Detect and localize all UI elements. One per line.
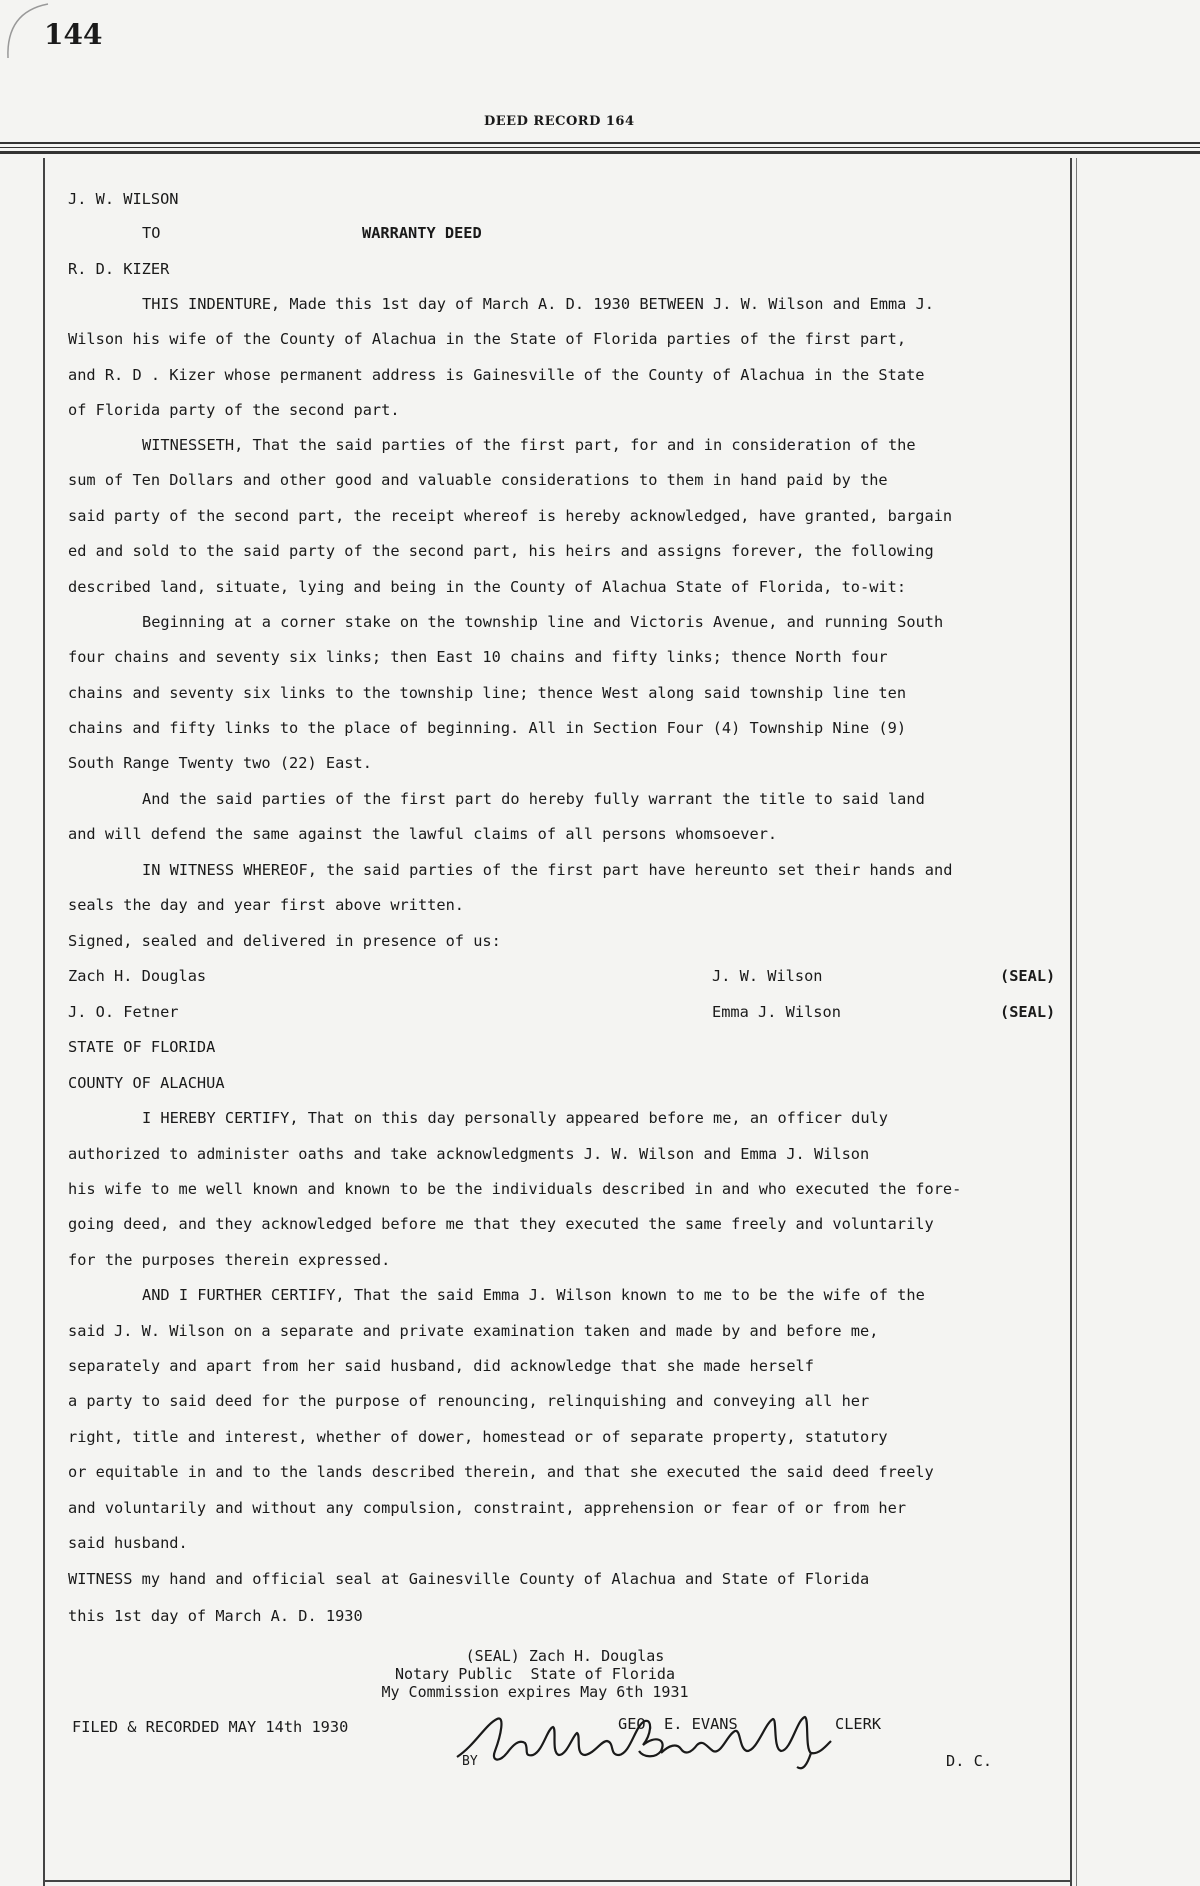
notary-line: (SEAL) Zach H. Douglas (465, 1647, 665, 1665)
body-line: WITNESSETH, That the said parties of the first part, for and in consideration of the (142, 436, 916, 454)
ack-county: COUNTY OF ALACHUA (68, 1074, 225, 1092)
ack-line: a party to said deed for the purpose of renouncing, relinquishing and conveying all her (68, 1392, 870, 1410)
ack-line: authorized to administer oaths and take acknowledgments J. W. Wilson and Emma J. Wilson (68, 1145, 870, 1163)
body-line: ed and sold to the said party of the second part, his heirs and assigns forever, the following (68, 542, 934, 560)
signer-name: Emma J. Wilson (712, 1003, 841, 1021)
by-label: BY (462, 1754, 478, 1769)
frame-bottom-line (43, 1880, 1071, 1882)
body-line: Signed, sealed and delivered in presence of us: (68, 932, 501, 950)
body-line: chains and seventy six links to the township line; thence West along said township line ten (68, 684, 907, 702)
body-line: chains and fifty links to the place of beginning. All in Section Four (4) Township Nine (9) (68, 719, 907, 737)
body-line: four chains and seventy six links; then East 10 chains and fifty links; thence North four (68, 648, 888, 666)
ack-line: said J. W. Wilson on a separate and private examination taken and made by and before me, (68, 1322, 879, 1340)
ack-line: AND I FURTHER CERTIFY, That the said Emma J. Wilson known to me to be the wife of the (142, 1286, 925, 1304)
clerk-name: GEO. E. EVANS (618, 1715, 738, 1733)
header-rule-middle (0, 147, 1200, 148)
body-line: Wilson his wife of the County of Alachua in the State of Florida parties of the first part, (68, 330, 907, 348)
frame-left-line (43, 158, 45, 1886)
ack-line: separately and apart from her said husband, did acknowledge that she made herself (68, 1357, 814, 1375)
body-line: IN WITNESS WHEREOF, the said parties of the first part have hereunto set their hands and (142, 861, 953, 879)
ack-line: his wife to me well known and known to be the individuals described in and who executed the fore- (68, 1180, 962, 1198)
witness-name: J. O. Fetner (68, 1003, 179, 1021)
deed-type: WARRANTY DEED (362, 224, 482, 242)
notary-line: Notary Public State of Florida (395, 1665, 675, 1683)
to-label: TO (142, 224, 161, 242)
filed-recorded: FILED & RECORDED MAY 14th 1930 (72, 1718, 349, 1736)
grantee-name: R. D. KIZER (68, 260, 170, 278)
clerk-title: CLERK (835, 1715, 882, 1733)
body-line: And the said parties of the first part do hereby fully warrant the title to said land (142, 790, 925, 808)
notary-line: My Commission expires May 6th 1931 (381, 1683, 689, 1701)
ack-line: I HEREBY CERTIFY, That on this day personally appeared before me, an officer duly (142, 1109, 888, 1127)
seal-label: (SEAL) (1000, 967, 1056, 985)
page-number: 144 (44, 18, 103, 51)
body-line: sum of Ten Dollars and other good and valuable considerations to them in hand paid by the (68, 471, 888, 489)
body-line: Beginning at a corner stake on the township line and Victoris Avenue, and running South (142, 613, 944, 631)
ack-line: or equitable in and to the lands described therein, and that she executed the said deed freely (68, 1463, 934, 1481)
ack-line: right, title and interest, whether of dower, homestead or of separate property, statutory (68, 1428, 888, 1446)
header-rule-bottom (0, 151, 1200, 154)
grantor-name: J. W. WILSON (68, 190, 179, 208)
deputy-clerk-label: D. C. (946, 1752, 993, 1770)
ack-line: and voluntarily and without any compulsion, constraint, apprehension or fear of or from her (68, 1499, 907, 1517)
ack-state: STATE OF FLORIDA (68, 1038, 216, 1056)
signer-name: J. W. Wilson (712, 967, 823, 985)
body-line: said party of the second part, the receipt whereof is hereby acknowledged, have granted, bargain (68, 507, 953, 525)
deputy-clerk-signature (455, 1705, 875, 1775)
body-line: described land, situate, lying and being in the County of Alachua State of Florida, to-wit: (68, 578, 907, 596)
ack-line: said husband. (68, 1534, 188, 1552)
seal-label: (SEAL) (1000, 1003, 1056, 1021)
header-rule-top (0, 142, 1200, 144)
body-line: of Florida party of the second part. (68, 401, 400, 419)
record-title: DEED RECORD 164 (484, 114, 635, 129)
body-line: and R. D . Kizer whose permanent address is Gainesville of the County of Alachua in the State (68, 366, 925, 384)
body-line: South Range Twenty two (22) East. (68, 754, 372, 772)
ack-line: this 1st day of March A. D. 1930 (68, 1607, 363, 1625)
ack-line: going deed, and they acknowledged before me that they executed the same freely and voluntarily (68, 1215, 934, 1233)
body-line: and will defend the same against the lawful claims of all persons whomsoever. (68, 825, 778, 843)
ack-line: WITNESS my hand and official seal at Gainesville County of Alachua and State of Florida (68, 1570, 870, 1588)
witness-name: Zach H. Douglas (68, 967, 207, 985)
body-line: THIS INDENTURE, Made this 1st day of March A. D. 1930 BETWEEN J. W. Wilson and Emma J. (142, 295, 935, 313)
body-line: seals the day and year first above written. (68, 896, 465, 914)
ack-line: for the purposes therein expressed. (68, 1251, 391, 1269)
